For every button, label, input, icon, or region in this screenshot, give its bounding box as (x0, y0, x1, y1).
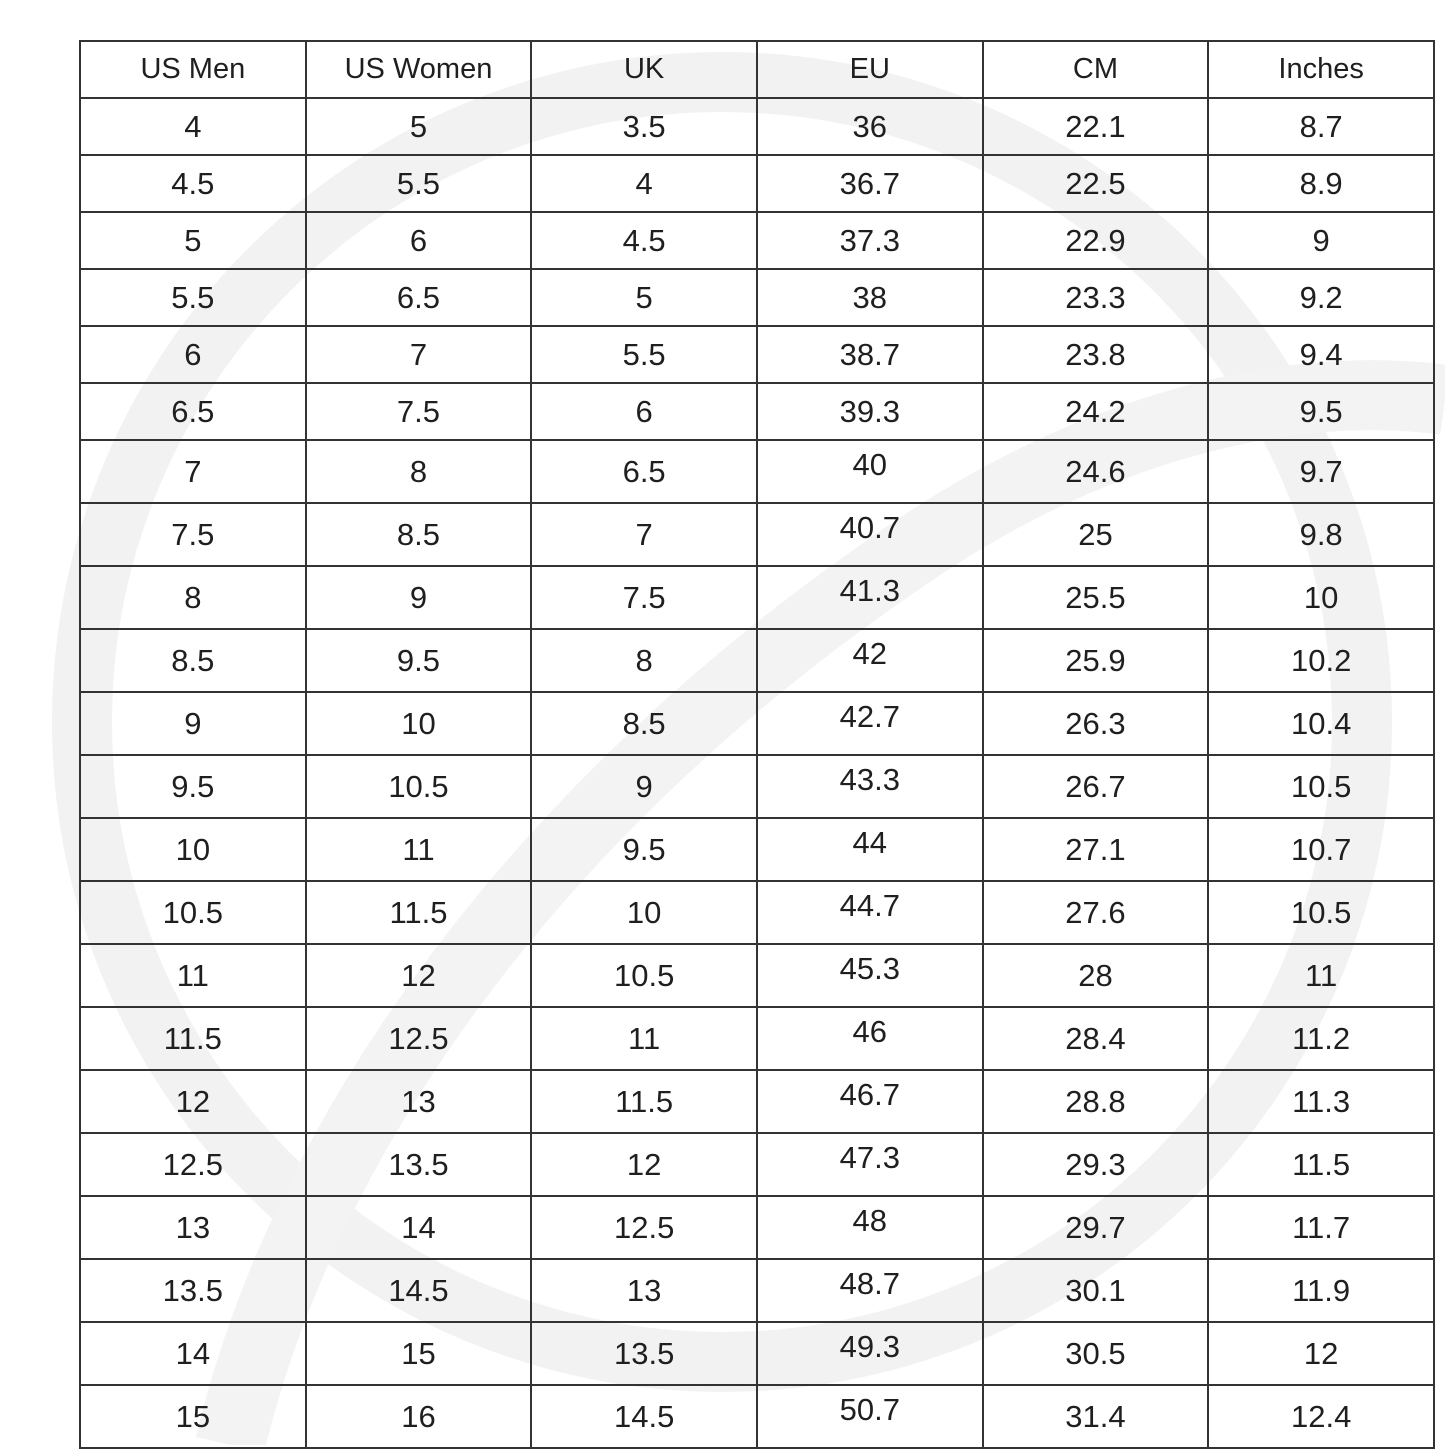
cell-uk: 10 (531, 881, 757, 944)
cell-cm: 30.1 (983, 1259, 1209, 1322)
cell-inches: 11.9 (1208, 1259, 1434, 1322)
table-row (80, 1070, 1434, 1133)
table-header (80, 41, 1434, 98)
cell-us-women: 11.5 (306, 881, 532, 944)
cell-us-women: 10.5 (306, 755, 532, 818)
cell-us-men: 5 (80, 212, 306, 269)
cell-eu: 46.7 (757, 1070, 983, 1133)
cell-inches: 9.8 (1208, 503, 1434, 566)
cell-us-men: 13 (80, 1196, 306, 1259)
table-row (80, 383, 1434, 440)
cell-us-men: 4 (80, 98, 306, 155)
cell-cm: 28.8 (983, 1070, 1209, 1133)
cell-cm: 25 (983, 503, 1209, 566)
cell-us-women: 11 (306, 818, 532, 881)
cell-us-women: 7.5 (306, 383, 532, 440)
cell-us-women: 12 (306, 944, 532, 1007)
cell-us-men: 8.5 (80, 629, 306, 692)
cell-us-men: 11 (80, 944, 306, 1007)
table-body (80, 98, 1434, 1448)
cell-us-women: 14.5 (306, 1259, 532, 1322)
cell-uk: 6 (531, 383, 757, 440)
cell-us-men: 7.5 (80, 503, 306, 566)
cell-us-women: 16 (306, 1385, 532, 1448)
cell-cm: 23.3 (983, 269, 1209, 326)
table-row (80, 881, 1434, 944)
table-row (80, 440, 1434, 503)
cell-us-men: 5.5 (80, 269, 306, 326)
cell-us-women: 7 (306, 326, 532, 383)
cell-eu: 46 (757, 1007, 983, 1070)
cell-us-women: 8.5 (306, 503, 532, 566)
cell-eu: 48 (757, 1196, 983, 1259)
cell-inches: 10.4 (1208, 692, 1434, 755)
column-header-us-women: US Women (306, 41, 532, 98)
cell-eu: 42 (757, 629, 983, 692)
table-row (80, 1007, 1434, 1070)
cell-uk: 13 (531, 1259, 757, 1322)
table-row (80, 212, 1434, 269)
cell-us-men: 10 (80, 818, 306, 881)
cell-us-men: 4.5 (80, 155, 306, 212)
cell-uk: 3.5 (531, 98, 757, 155)
cell-uk: 9.5 (531, 818, 757, 881)
table-row (80, 1196, 1434, 1259)
cell-us-men: 6.5 (80, 383, 306, 440)
cell-eu: 36.7 (757, 155, 983, 212)
table-row (80, 944, 1434, 1007)
cell-us-men: 11.5 (80, 1007, 306, 1070)
cell-cm: 30.5 (983, 1322, 1209, 1385)
cell-cm: 31.4 (983, 1385, 1209, 1448)
cell-inches: 9.4 (1208, 326, 1434, 383)
cell-uk: 7 (531, 503, 757, 566)
cell-us-men: 7 (80, 440, 306, 503)
cell-uk: 11 (531, 1007, 757, 1070)
cell-us-women: 13 (306, 1070, 532, 1133)
cell-us-women: 6 (306, 212, 532, 269)
cell-us-men: 12 (80, 1070, 306, 1133)
cell-uk: 12.5 (531, 1196, 757, 1259)
cell-eu: 41.3 (757, 566, 983, 629)
cell-inches: 8.9 (1208, 155, 1434, 212)
cell-inches: 10.5 (1208, 755, 1434, 818)
cell-us-men: 14 (80, 1322, 306, 1385)
cell-uk: 4.5 (531, 212, 757, 269)
cell-uk: 7.5 (531, 566, 757, 629)
cell-us-women: 5 (306, 98, 532, 155)
cell-inches: 10.5 (1208, 881, 1434, 944)
table-row (80, 155, 1434, 212)
table-row (80, 326, 1434, 383)
cell-uk: 10.5 (531, 944, 757, 1007)
table-row (80, 818, 1434, 881)
table-row (80, 503, 1434, 566)
cell-eu: 49.3 (757, 1322, 983, 1385)
cell-eu: 38 (757, 269, 983, 326)
cell-cm: 27.1 (983, 818, 1209, 881)
cell-us-women: 9 (306, 566, 532, 629)
table-row (80, 1133, 1434, 1196)
cell-us-women: 8 (306, 440, 532, 503)
table-row (80, 629, 1434, 692)
cell-inches: 10.7 (1208, 818, 1434, 881)
cell-eu: 42.7 (757, 692, 983, 755)
cell-uk: 13.5 (531, 1322, 757, 1385)
cell-us-women: 9.5 (306, 629, 532, 692)
cell-uk: 9 (531, 755, 757, 818)
cell-cm: 26.3 (983, 692, 1209, 755)
cell-uk: 11.5 (531, 1070, 757, 1133)
cell-uk: 4 (531, 155, 757, 212)
cell-eu: 37.3 (757, 212, 983, 269)
cell-us-men: 8 (80, 566, 306, 629)
cell-eu: 38.7 (757, 326, 983, 383)
cell-cm: 23.8 (983, 326, 1209, 383)
cell-inches: 10 (1208, 566, 1434, 629)
table-row (80, 1385, 1434, 1448)
table-row (80, 1259, 1434, 1322)
cell-inches: 11.2 (1208, 1007, 1434, 1070)
table-row (80, 1322, 1434, 1385)
cell-inches: 12 (1208, 1322, 1434, 1385)
cell-eu: 40.7 (757, 503, 983, 566)
cell-cm: 25.9 (983, 629, 1209, 692)
cell-cm: 29.7 (983, 1196, 1209, 1259)
cell-eu: 45.3 (757, 944, 983, 1007)
cell-uk: 5.5 (531, 326, 757, 383)
cell-cm: 29.3 (983, 1133, 1209, 1196)
column-header-cm: CM (983, 41, 1209, 98)
cell-uk: 6.5 (531, 440, 757, 503)
table-row (80, 755, 1434, 818)
cell-inches: 11.7 (1208, 1196, 1434, 1259)
cell-inches: 11.3 (1208, 1070, 1434, 1133)
cell-eu: 36 (757, 98, 983, 155)
cell-eu: 47.3 (757, 1133, 983, 1196)
cell-inches: 9 (1208, 212, 1434, 269)
cell-cm: 27.6 (983, 881, 1209, 944)
cell-eu: 39.3 (757, 383, 983, 440)
cell-uk: 5 (531, 269, 757, 326)
cell-inches: 8.7 (1208, 98, 1434, 155)
cell-uk: 14.5 (531, 1385, 757, 1448)
cell-eu: 43.3 (757, 755, 983, 818)
cell-us-women: 5.5 (306, 155, 532, 212)
cell-us-women: 15 (306, 1322, 532, 1385)
cell-us-men: 12.5 (80, 1133, 306, 1196)
cell-uk: 8 (531, 629, 757, 692)
cell-us-women: 13.5 (306, 1133, 532, 1196)
cell-inches: 11 (1208, 944, 1434, 1007)
table-row (80, 269, 1434, 326)
cell-us-women: 12.5 (306, 1007, 532, 1070)
cell-cm: 26.7 (983, 755, 1209, 818)
cell-us-men: 6 (80, 326, 306, 383)
cell-inches: 9.2 (1208, 269, 1434, 326)
cell-inches: 12.4 (1208, 1385, 1434, 1448)
column-header-eu: EU (757, 41, 983, 98)
cell-inches: 9.7 (1208, 440, 1434, 503)
cell-us-men: 13.5 (80, 1259, 306, 1322)
cell-inches: 11.5 (1208, 1133, 1434, 1196)
cell-eu: 44.7 (757, 881, 983, 944)
cell-us-men: 9 (80, 692, 306, 755)
header-row (80, 41, 1434, 98)
column-header-uk: UK (531, 41, 757, 98)
cell-cm: 24.6 (983, 440, 1209, 503)
table-row (80, 566, 1434, 629)
column-header-us-men: US Men (80, 41, 306, 98)
cell-uk: 8.5 (531, 692, 757, 755)
cell-us-women: 6.5 (306, 269, 532, 326)
table-row (80, 692, 1434, 755)
cell-cm: 24.2 (983, 383, 1209, 440)
cell-us-men: 9.5 (80, 755, 306, 818)
cell-eu: 40 (757, 440, 983, 503)
cell-cm: 22.1 (983, 98, 1209, 155)
cell-cm: 22.5 (983, 155, 1209, 212)
cell-us-women: 14 (306, 1196, 532, 1259)
cell-inches: 10.2 (1208, 629, 1434, 692)
cell-inches: 9.5 (1208, 383, 1434, 440)
cell-cm: 22.9 (983, 212, 1209, 269)
shoe-size-chart-table (79, 40, 1435, 1449)
cell-cm: 28 (983, 944, 1209, 1007)
cell-cm: 25.5 (983, 566, 1209, 629)
cell-eu: 44 (757, 818, 983, 881)
cell-eu: 48.7 (757, 1259, 983, 1322)
table-row (80, 98, 1434, 155)
cell-us-men: 15 (80, 1385, 306, 1448)
cell-cm: 28.4 (983, 1007, 1209, 1070)
cell-uk: 12 (531, 1133, 757, 1196)
cell-us-men: 10.5 (80, 881, 306, 944)
cell-eu: 50.7 (757, 1385, 983, 1448)
cell-us-women: 10 (306, 692, 532, 755)
column-header-inches: Inches (1208, 41, 1434, 98)
